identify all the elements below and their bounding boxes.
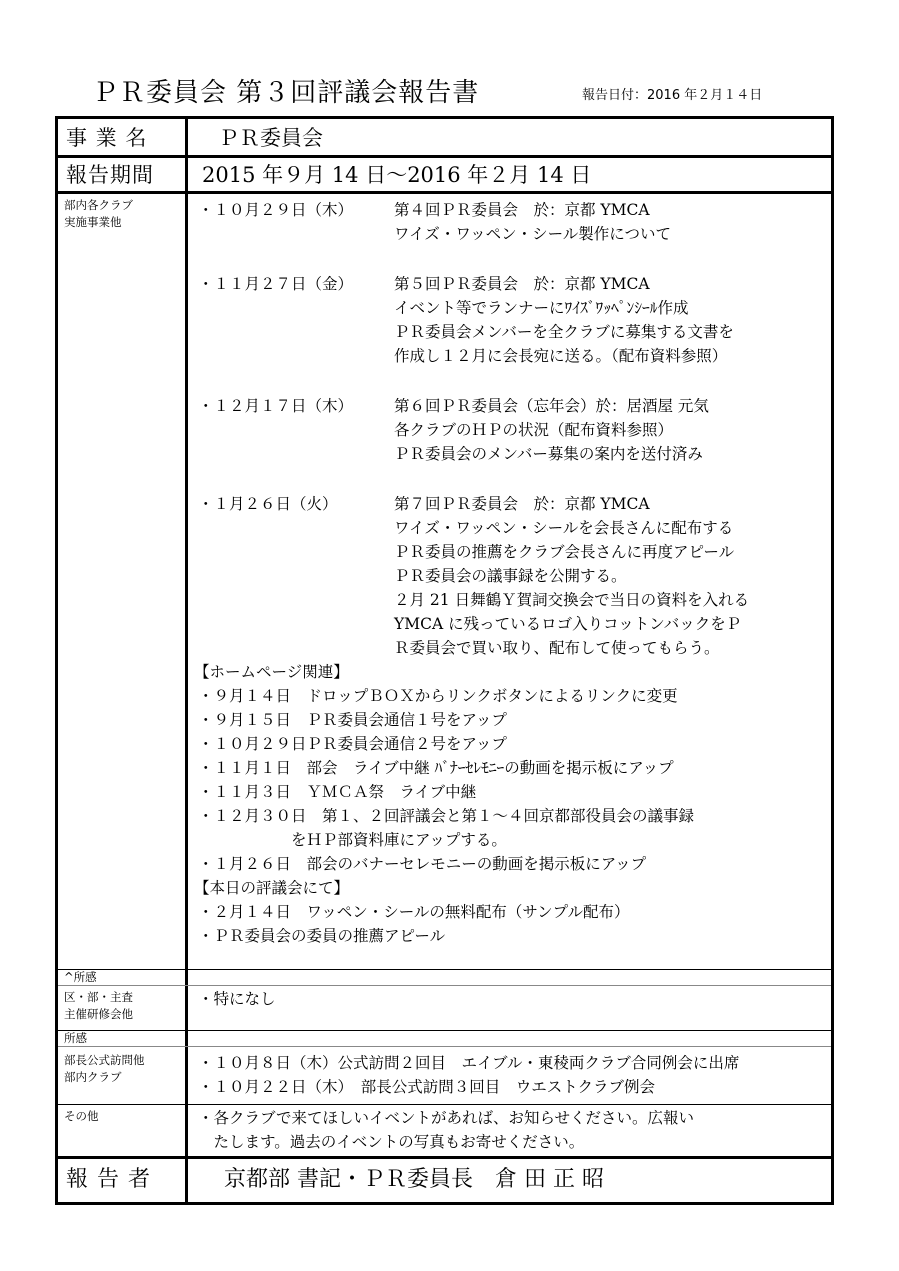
meeting-line: ２月 21 日舞鶴Ｙ賀詞交換会で当日の資料を入れる — [394, 591, 750, 609]
activities-label-line: 実施事業他 — [64, 215, 122, 229]
today-item: ・２月１４日 ワッペン・シールの無料配布（サンプル配布） — [198, 903, 630, 921]
visits-label — [64, 1052, 145, 1086]
today-heading: 【本日の評議会にて】 — [194, 879, 350, 897]
meeting-line: ワイズ・ワッペン・シールを会長さんに配布する — [394, 519, 734, 537]
reporter-value: 京都部 書記・ＰＲ委員長 倉 田 正 昭 — [224, 1167, 604, 1192]
meeting-line: YMCA に残っているロゴ入りコットンバックをＰ — [394, 615, 742, 633]
meeting-line: ＰＲ委員会メンバーを全クラブに募集する文書を — [394, 323, 734, 341]
meeting-line: イベント等でランナーにﾜｲｽﾞﾜｯﾍﾟﾝｼｰﾙ作成 — [394, 299, 689, 317]
meeting-item — [198, 492, 750, 660]
reporter-label: 報 告 者 — [66, 1167, 151, 1192]
activities-label — [64, 197, 133, 231]
impressions-label: 所感 — [64, 1031, 87, 1045]
project-label: 事 業 名 — [66, 126, 148, 150]
meeting-line: Ｒ委員会で買い取り、配布して使ってもらう。 — [394, 639, 720, 657]
impressions-label: ^所感 — [64, 970, 97, 984]
homepage-heading: 【ホームページ関連】 — [194, 663, 349, 681]
period-label: 報告期間 — [66, 163, 154, 187]
visit-item: ・１０月２２日（木） 部長公式訪問３回目 ウエストクラブ例会 — [198, 1078, 655, 1096]
meeting-line: 各クラブのＨＰの状況（配布資料参照） — [394, 421, 674, 439]
row-divider — [58, 1030, 831, 1031]
meeting-line: 第４回ＰＲ委員会 於：京都 YMCA — [394, 201, 650, 219]
meeting-date: ・１１月２７日（金） — [198, 275, 354, 293]
meeting-line: 第６回ＰＲ委員会（忘年会）於：居酒屋 元気 — [394, 397, 709, 415]
today-item: ・ＰＲ委員会の委員の推薦アピール — [198, 927, 446, 945]
visits-label-line: 部内クラブ — [64, 1070, 122, 1084]
training-label-line: 区・部・主査 — [64, 990, 133, 1004]
project-value: ＰＲ委員会 — [218, 126, 323, 150]
meeting-line: ＰＲ委員会の議事録を公開する。 — [394, 567, 627, 585]
row-divider — [58, 1104, 831, 1105]
meeting-item — [198, 394, 709, 466]
period-value: 2015 年９月 14 日～2016 年２月 14 日 — [202, 163, 592, 187]
other-line: たします。過去のイベントの写真もお寄せください。 — [198, 1133, 585, 1151]
meeting-line: ワイズ・ワッペン・シール製作について — [394, 225, 671, 243]
meeting-line: 作成し１２月に会長宛に送る。（配布資料参照） — [394, 347, 728, 365]
report-date: 報告日付：2016 年２月１４日 — [582, 88, 763, 103]
activities-label-line: 部内各クラブ — [64, 198, 133, 212]
meeting-line: 第５回ＰＲ委員会 於：京都 YMCA — [394, 275, 650, 293]
homepage-item: ・９月１５日 ＰＲ委員会通信１号をアップ — [198, 711, 507, 729]
meeting-item — [198, 272, 734, 368]
row-divider — [58, 985, 831, 986]
meeting-line: ＰＲ委員の推薦をクラブ会長さんに再度アピール — [394, 543, 735, 561]
homepage-item: ・９月１４日 ドロップＢＯＸからリンクボタンによるリンクに変更 — [198, 687, 678, 705]
other-line: ・各クラブで来てほしいイベントがあれば、お知らせください。広報い — [198, 1109, 695, 1127]
homepage-item: ・１月２６日 部会のバナーセレモニーの動画を掲示板にアップ — [198, 855, 647, 873]
row-divider — [58, 155, 831, 158]
visits-content — [198, 1051, 739, 1099]
training-label-line: 主催研修会他 — [64, 1007, 133, 1021]
meeting-date: ・１２月１７日（木） — [198, 397, 354, 415]
row-divider — [58, 1156, 831, 1159]
meeting-date: ・１月２６日（火） — [198, 495, 338, 513]
visits-label-line: 部長公式訪問他 — [64, 1053, 145, 1067]
activities-content — [194, 198, 750, 948]
meeting-line: ＰＲ委員会のメンバー募集の案内を送付済み — [394, 445, 703, 463]
homepage-item: ・１０月２９日ＰＲ委員会通信２号をアップ — [198, 735, 507, 753]
column-divider — [185, 119, 188, 1202]
row-divider — [58, 1046, 831, 1047]
meeting-date: ・１０月２９日（木） — [198, 201, 354, 219]
report-table — [55, 116, 834, 1205]
row-divider — [58, 969, 831, 970]
homepage-item: ・１１月１日 部会 ライブ中継 ﾊﾞﾅｰｾﾚﾓﾆｰの動画を掲示板にアップ — [198, 759, 674, 777]
row-divider — [58, 191, 831, 194]
other-content — [198, 1106, 694, 1154]
homepage-item: ・１２月３０日 第１、２回評議会と第１～４回京都部役員会の議事録 — [198, 807, 695, 825]
training-label — [64, 989, 133, 1023]
visit-item: ・１０月８日（木）公式訪問２回目 エイブル・東稜両クラブ合同例会に出席 — [198, 1054, 740, 1072]
document-title: ＰＲ委員会 第３回評議会報告書 — [92, 78, 480, 108]
homepage-item: をＨＰ部資料庫にアップする。 — [198, 831, 507, 849]
homepage-item: ・１１月３日 ＹＭＣＡ祭 ライブ中継 — [198, 783, 477, 801]
meeting-line: 第７回ＰＲ委員会 於：京都 YMCA — [394, 495, 650, 513]
other-label: その他 — [64, 1109, 99, 1123]
training-text: ・特になし — [198, 990, 276, 1008]
meeting-item — [198, 198, 694, 246]
